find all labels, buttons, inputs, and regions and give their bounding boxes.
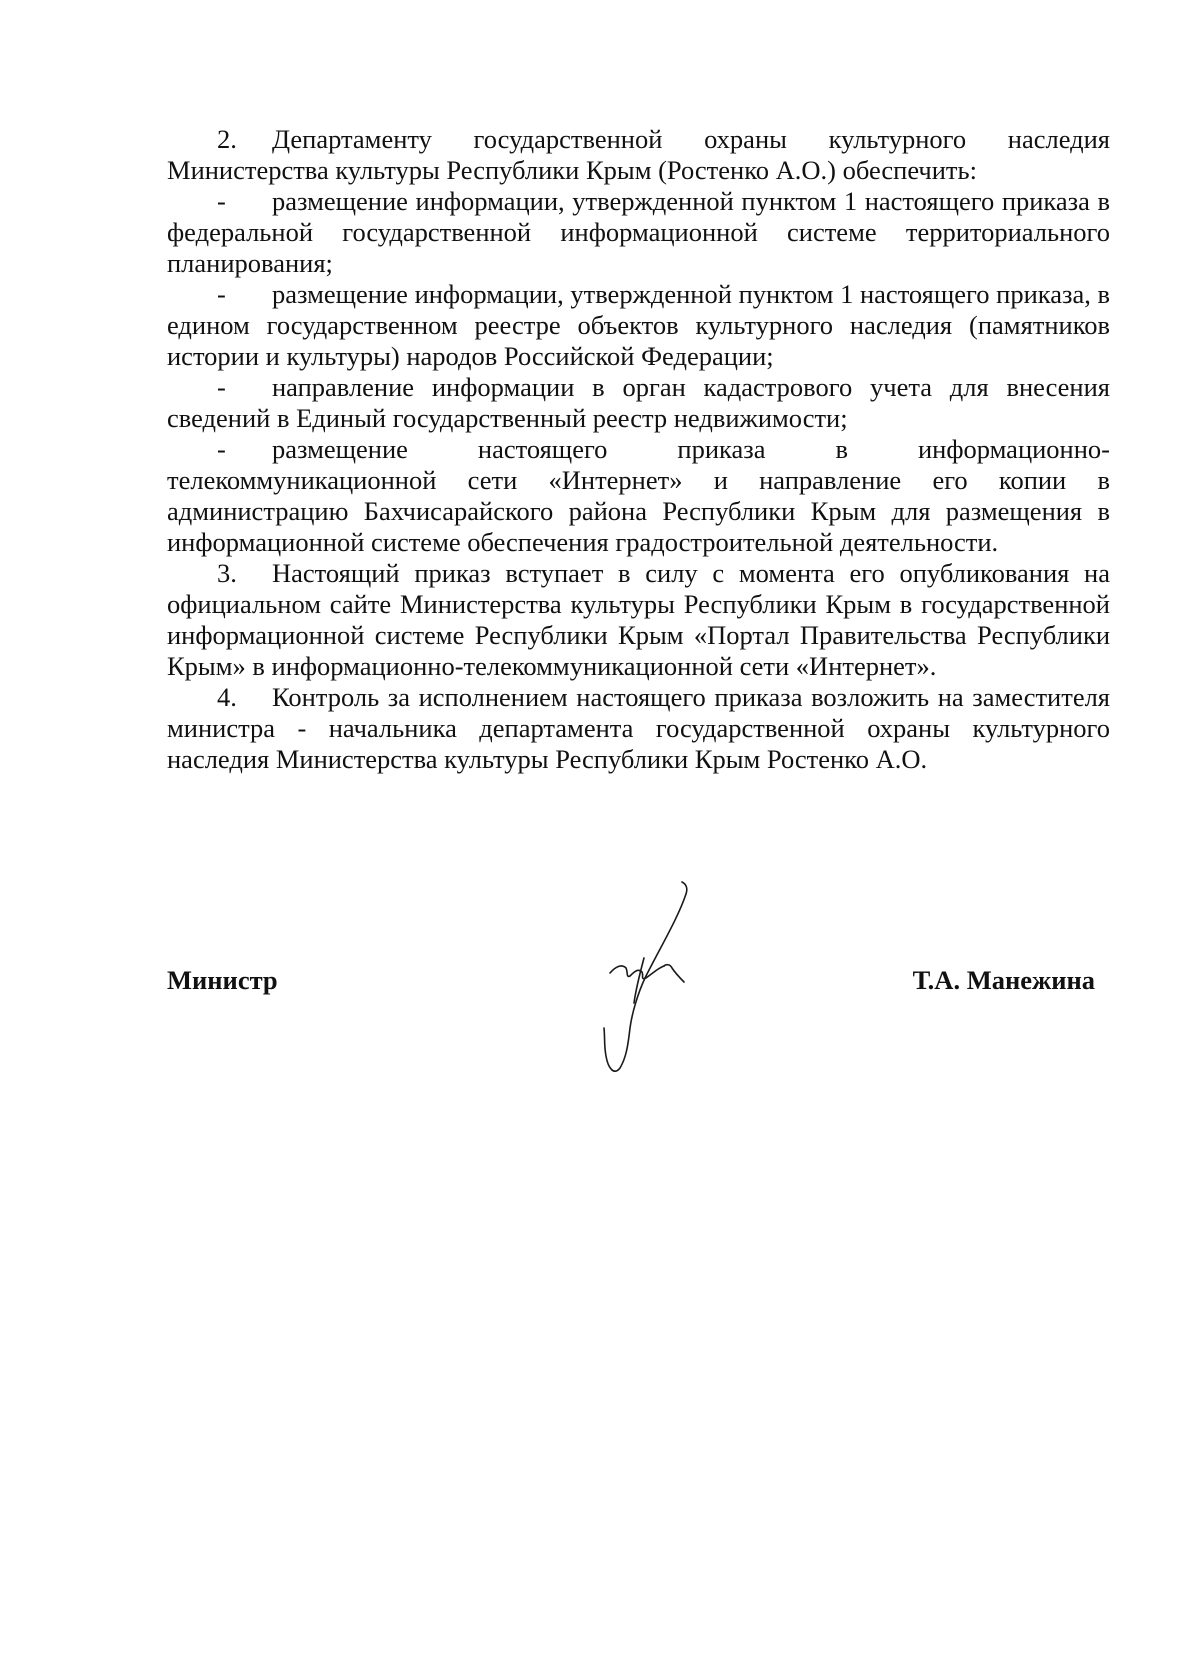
paragraph-text: Настоящий приказ вступает в силу с момента его опубликования на официальном сайте Министерства культуры Республики Крым в государственной информационной системе Республики Крым «Портал Правительства Республики Крым» в информационно-телекоммуникационной сети «Интернет». — [167, 558, 1110, 681]
paragraph-2 — [167, 124, 1110, 186]
list-item-dash-2 — [167, 279, 1110, 372]
list-item-dash-3 — [167, 372, 1110, 434]
list-item-dash-4 — [167, 434, 1110, 558]
dash-marker: - — [217, 434, 226, 464]
signature-stroke-tail — [664, 965, 684, 982]
paragraph-marker: 4. — [217, 682, 237, 712]
paragraph-marker: 2. — [217, 124, 237, 154]
paragraph-4 — [167, 682, 1110, 775]
signature-stroke-loop — [610, 966, 664, 979]
paragraph-text: Контроль за исполнением настоящего приказа возложить на заместителя министра - начальника департамента государственной охраны культурного наследия Министерства культуры Республики Крым Ростенко А.О. — [167, 682, 1110, 774]
document-body — [167, 124, 1110, 775]
dash-marker: - — [217, 372, 226, 402]
paragraph-3 — [167, 558, 1110, 682]
dash-marker: - — [217, 186, 226, 216]
paragraph-text: Департаменту государственной охраны культурного наследия Министерства культуры Республики Крым (Ростенко А.О.) обеспечить: — [167, 124, 1110, 185]
list-item-text: размещение информации, утвержденной пунктом 1 настоящего приказа в федеральной государственной информационной системе территориального планирования; — [167, 186, 1110, 278]
list-item-text: размещение настоящего приказа в информационно-телекоммуникационной сети «Интернет» и направление его копии в администрацию Бахчисарайского района Республики Крым для размещения в информационной системе обеспечения градостроительной деятельности. — [167, 434, 1110, 557]
signature-stroke-main — [604, 882, 687, 1071]
signature-stroke-cross — [634, 958, 644, 1003]
list-item-dash-1 — [167, 186, 1110, 279]
list-item-text: размещение информации, утвержденной пунктом 1 настоящего приказа, в едином государственном реестре объектов культурного наследия (памятников истории и культуры) народов Российской Федерации; — [167, 279, 1110, 371]
signatory-name: Т.А. Манежина — [912, 965, 1095, 995]
dash-marker: - — [217, 279, 226, 309]
signatory-title: Министр — [167, 965, 278, 995]
paragraph-marker: 3. — [217, 558, 237, 588]
list-item-text: направление информации в орган кадастрового учета для внесения сведений в Единый государственный реестр недвижимости; — [167, 372, 1110, 433]
handwritten-signature — [600, 878, 740, 1078]
